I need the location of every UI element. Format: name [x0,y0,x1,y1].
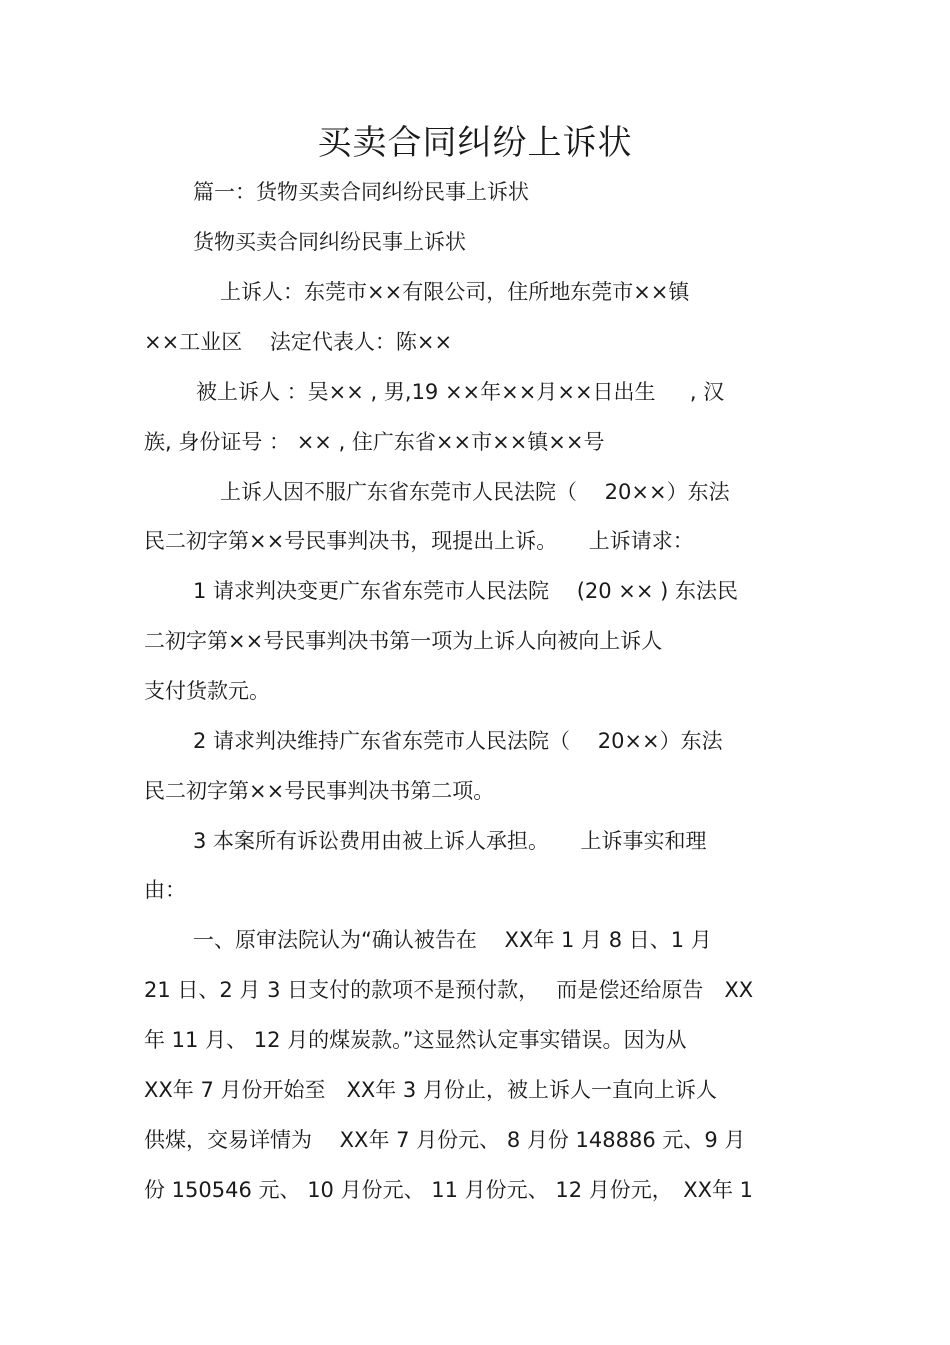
appeal-reason-line: 上诉人因不服广东省东莞市人民法院（ 20××）东法 [220,480,730,504]
appellee-line: 被上诉人 ：吴×× , 男,19 ××年××月××日出生 , 汉 [196,380,725,404]
facts-paragraph-line: 21 日、2 月 3 日支付的款项不是预付款， 而是偿还给原告 XX [144,978,754,1002]
appellant-line: 上诉人：东莞市××有限公司，住所地东莞市××镇 [220,280,690,304]
request-1-line-end: 支付货款元。 [144,679,270,703]
appeal-reason-line-cont: 民二初字第××号民事判决书，现提出上诉。 上诉请求： [144,529,694,553]
request-1-line-cont: 二初字第××号民事判决书第一项为上诉人向被向上诉人 [144,629,663,653]
request-2-line-cont: 民二初字第××号民事判决书第二项。 [144,779,495,803]
appellant-representative-line: ××工业区 法定代表人：陈×× [144,330,453,354]
heading-line: 货物买卖合同纠纷民事上诉状 [193,230,466,254]
document-title: 买卖合同纠纷上诉状 [317,123,633,163]
appellee-id-line: 族, 身份证号 ： ×× , 住广东省××市××镇××号 [144,430,605,454]
request-3-line: 3 本案所有诉讼费用由被上诉人承担。 上诉事实和理 [193,829,707,853]
facts-paragraph-line: 一、原审法院认为“确认被告在 XX年 1 月 8 日、1 月 [193,928,712,952]
facts-paragraph-line: 供煤，交易详情为 XX年 7 月份元、 8 月份 148886 元、9 月 [144,1128,746,1152]
facts-paragraph-line: 份 150546 元、 10 月份元、 11 月份元、 12 月份元， XX年 1 [144,1178,754,1202]
subtitle-line: 篇一：货物买卖合同纠纷民事上诉状 [193,180,529,204]
request-2-line: 2 请求判决维持广东省东莞市人民法院（ 20××）东法 [193,729,723,753]
facts-heading-line-end: 由： [144,878,186,902]
facts-paragraph-line: 年 11 月、 12 月的煤炭款。”这显然认定事实错误。因为从 [144,1028,687,1052]
request-1-line: 1 请求判决变更广东省东莞市人民法院 (20 ×× ) 东法民 [193,579,739,603]
facts-paragraph-line: XX年 7 月份开始至 XX年 3 月份止，被上诉人一直向上诉人 [144,1078,717,1102]
